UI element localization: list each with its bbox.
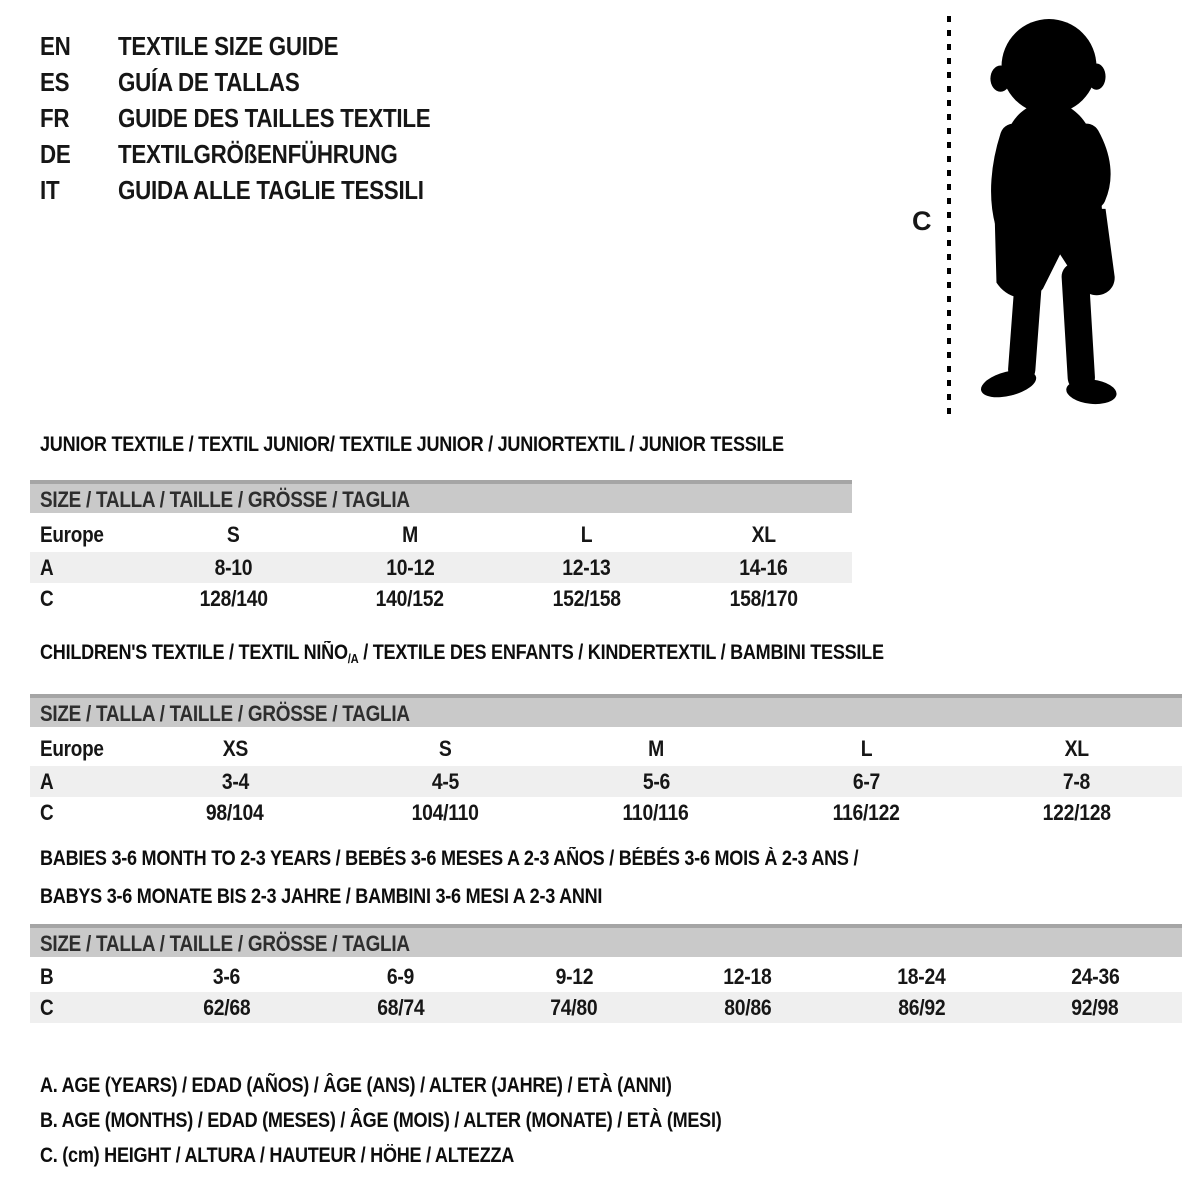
age-cell: 6-9 bbox=[386, 963, 415, 989]
lang-row-de bbox=[40, 136, 481, 172]
height-cell: 68/74 bbox=[376, 994, 425, 1020]
row-label: B bbox=[40, 963, 54, 989]
size-cell: L bbox=[581, 521, 593, 547]
height-cell: 122/128 bbox=[1042, 799, 1111, 825]
row-label: C bbox=[40, 994, 54, 1020]
size-cell: L bbox=[860, 735, 873, 761]
age-cell: 7-8 bbox=[1063, 768, 1091, 794]
size-cell: S bbox=[439, 735, 452, 761]
age-cell: 6-7 bbox=[852, 768, 880, 794]
age-cell: 14-16 bbox=[739, 554, 788, 580]
height-cell: 92/98 bbox=[1071, 994, 1119, 1020]
junior-size-table bbox=[30, 517, 852, 614]
table-row bbox=[30, 992, 1182, 1023]
height-cell: 140/152 bbox=[376, 585, 445, 611]
section-babies-textile bbox=[30, 840, 1182, 1023]
age-cell: 3-4 bbox=[221, 768, 249, 794]
legend-line-a: A. AGE (YEARS) / EDAD (AÑOS) / ÂGE (ANS) / ALTER (JAHRE) / ETÀ (ANNI) bbox=[40, 1074, 672, 1097]
size-cell: XS bbox=[222, 735, 248, 761]
age-cell: 12-18 bbox=[723, 963, 772, 989]
height-cell: 98/104 bbox=[206, 799, 265, 825]
table-row bbox=[30, 517, 852, 552]
lang-code: DE bbox=[40, 139, 71, 169]
toddler-silhouette-icon bbox=[962, 14, 1138, 418]
age-cell: 3-6 bbox=[213, 963, 241, 989]
age-cell: 10-12 bbox=[386, 554, 435, 580]
table-row bbox=[30, 552, 852, 583]
lang-code: FR bbox=[40, 103, 70, 133]
guide-title-fr: GUIDE DES TAILLES TEXTILE bbox=[118, 103, 431, 133]
babies-section-title: BABIES 3-6 MONTH TO 2-3 YEARS / BEBÉS 3-6 MESES A 2-3 AÑOS / BÉBÉS 3-6 MOIS À 2-3 ANS / BABYS 3-6 MONATE BIS 2-3 JAHRE / BAMBINI 3-6 MESI A 2-3 ANNI bbox=[40, 847, 859, 908]
row-label: A bbox=[40, 768, 54, 794]
age-cell: 18-24 bbox=[897, 963, 946, 989]
age-cell: 5-6 bbox=[642, 768, 670, 794]
height-measure-label: C bbox=[912, 206, 932, 236]
size-cell: M bbox=[648, 735, 664, 761]
age-cell: 8-10 bbox=[214, 554, 253, 580]
table-row bbox=[30, 797, 1182, 828]
age-cell: 9-12 bbox=[555, 963, 593, 989]
height-cell: 128/140 bbox=[199, 585, 268, 611]
section-children-textile bbox=[30, 640, 1182, 828]
guide-title-it: GUIDA ALLE TAGLIE TESSILI bbox=[118, 175, 424, 205]
children-section-title: CHILDREN'S TEXTILE / TEXTIL NIÑO/A / TEXTILE DES ENFANTS / KINDERTEXTIL / BAMBINI TESSILE bbox=[40, 641, 884, 666]
size-cell: XL bbox=[751, 521, 776, 547]
babies-size-table bbox=[30, 961, 1182, 1023]
children-size-table bbox=[30, 731, 1182, 828]
table-row bbox=[30, 583, 852, 614]
height-cell: 116/122 bbox=[832, 799, 900, 825]
lang-code: EN bbox=[40, 31, 71, 61]
row-label: Europe bbox=[40, 735, 104, 761]
table-row bbox=[30, 961, 1182, 992]
size-cell: S bbox=[227, 521, 240, 547]
guide-title-es: GUÍA DE TALLAS bbox=[118, 67, 300, 97]
table-row bbox=[30, 731, 1182, 766]
size-cell: M bbox=[402, 521, 419, 547]
age-cell: 4-5 bbox=[431, 768, 460, 794]
guide-title-de: TEXTILGRÖßENFÜHRUNG bbox=[118, 139, 398, 169]
height-cell: 110/116 bbox=[622, 799, 689, 825]
row-label: C bbox=[40, 799, 54, 825]
junior-size-header-bar: SIZE / TALLA / TAILLE / GRÖSSE / TAGLIA bbox=[30, 480, 852, 513]
height-cell: 86/92 bbox=[897, 994, 946, 1020]
height-cell: 62/68 bbox=[203, 994, 251, 1020]
age-cell: 12-13 bbox=[562, 554, 611, 580]
height-cell: 152/158 bbox=[552, 585, 621, 611]
lang-row-fr bbox=[40, 100, 481, 136]
lang-code: ES bbox=[40, 67, 70, 97]
height-cell: 80/86 bbox=[724, 994, 772, 1020]
table-row bbox=[30, 766, 1182, 797]
row-label: C bbox=[40, 585, 54, 611]
row-label: Europe bbox=[40, 521, 104, 547]
lang-row-es bbox=[40, 64, 481, 100]
children-size-header-bar: SIZE / TALLA / TAILLE / GRÖSSE / TAGLIA bbox=[30, 694, 1182, 727]
height-figure bbox=[900, 0, 1200, 440]
height-measure-dashed-line bbox=[946, 16, 952, 416]
measurement-legend bbox=[40, 1068, 832, 1173]
age-cell: 24-36 bbox=[1071, 963, 1120, 989]
junior-section-title: JUNIOR TEXTILE / TEXTIL JUNIOR/ TEXTILE JUNIOR / JUNIORTEXTIL / JUNIOR TESSILE bbox=[40, 433, 784, 456]
row-label: A bbox=[40, 554, 54, 580]
legend-line-c: C. (cm) HEIGHT / ALTURA / HAUTEUR / HÖHE / ALTEZZA bbox=[40, 1144, 515, 1167]
height-cell: 104/110 bbox=[412, 799, 480, 825]
legend-line-b: B. AGE (MONTHS) / EDAD (MESES) / ÂGE (MOIS) / ALTER (MONATE) / ETÀ (MESI) bbox=[40, 1109, 722, 1132]
height-cell: 158/170 bbox=[729, 585, 798, 611]
language-title-list bbox=[40, 28, 481, 208]
section-junior-textile bbox=[30, 432, 852, 614]
babies-size-header-bar: SIZE / TALLA / TAILLE / GRÖSSE / TAGLIA bbox=[30, 924, 1182, 957]
guide-title-en: TEXTILE SIZE GUIDE bbox=[118, 31, 339, 61]
size-cell: XL bbox=[1064, 735, 1089, 761]
lang-row-en bbox=[40, 28, 481, 64]
height-cell: 74/80 bbox=[550, 994, 598, 1020]
lang-row-it bbox=[40, 172, 481, 208]
lang-code: IT bbox=[40, 175, 60, 205]
